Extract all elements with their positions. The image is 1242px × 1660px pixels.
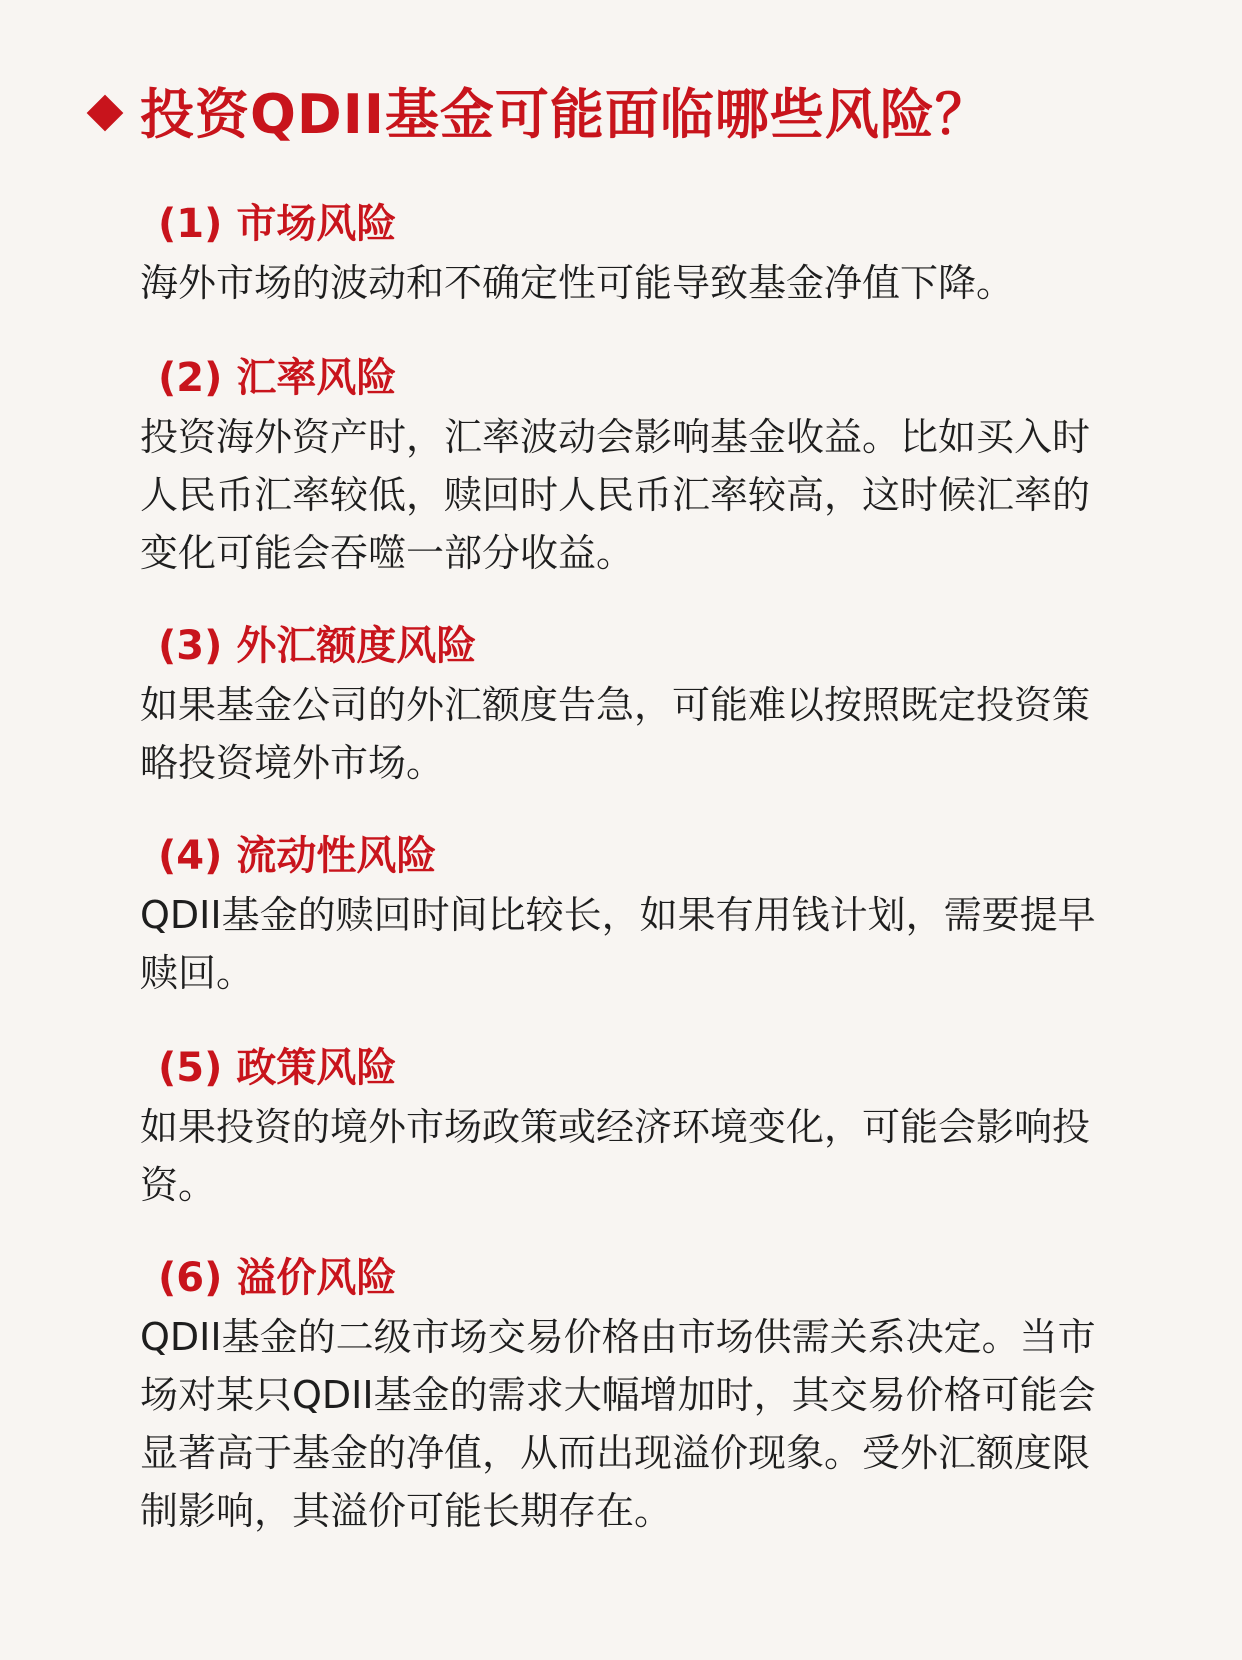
body-line: 海外市场的波动和不确定性可能导致基金净值下降。 (140, 261, 1015, 305)
diamond-bullet-icon (87, 94, 124, 131)
body-line: 人民币汇率较低，赎回时人民币汇率较高，这时候汇率的 (140, 473, 1091, 517)
section-heading-premium-risk: (6) 溢价风险 (158, 1255, 397, 1301)
body-line: 如果基金公司的外汇额度告急，可能难以按照既定投资策 (140, 683, 1091, 727)
section-heading-liquidity-risk: (4) 流动性风险 (158, 833, 437, 879)
section-body-liquidity-risk (140, 886, 1150, 1002)
section-body-fx-quota-risk (140, 676, 1150, 792)
body-line: QDII基金的二级市场交易价格由市场供需关系决定。当市 (140, 1315, 1096, 1359)
body-line: 投资海外资产时，汇率波动会影响基金收益。比如买入时 (140, 415, 1091, 459)
section-body-market-risk (140, 254, 1150, 312)
section-body-policy-risk (140, 1098, 1150, 1214)
body-line: 显著高于基金的净值，从而出现溢价现象。受外汇额度限 (140, 1431, 1091, 1475)
body-line: QDII基金的赎回时间比较长，如果有用钱计划，需要提早 (140, 893, 1096, 937)
body-line: 场对某只QDII基金的需求大幅增加时，其交易价格可能会 (140, 1373, 1096, 1417)
body-line: 如果投资的境外市场政策或经济环境变化，可能会影响投 (140, 1105, 1091, 1149)
body-line: 资。 (140, 1163, 217, 1207)
page-title: 投资QDII基金可能面临哪些风险？ (140, 83, 990, 146)
body-line: 制影响，其溢价可能长期存在。 (140, 1489, 673, 1533)
section-heading-policy-risk: (5) 政策风险 (158, 1045, 397, 1091)
body-line: 赎回。 (140, 951, 255, 995)
section-body-exchange-rate-risk (140, 408, 1150, 582)
body-line: 变化可能会吞噬一部分收益。 (140, 531, 635, 575)
body-line: 略投资境外市场。 (140, 741, 445, 785)
section-heading-market-risk: (1) 市场风险 (158, 201, 397, 247)
title-row (92, 72, 990, 149)
section-heading-fx-quota-risk: (3) 外汇额度风险 (158, 623, 477, 669)
section-body-premium-risk (140, 1308, 1150, 1540)
section-heading-exchange-rate-risk: (2) 汇率风险 (158, 355, 397, 401)
